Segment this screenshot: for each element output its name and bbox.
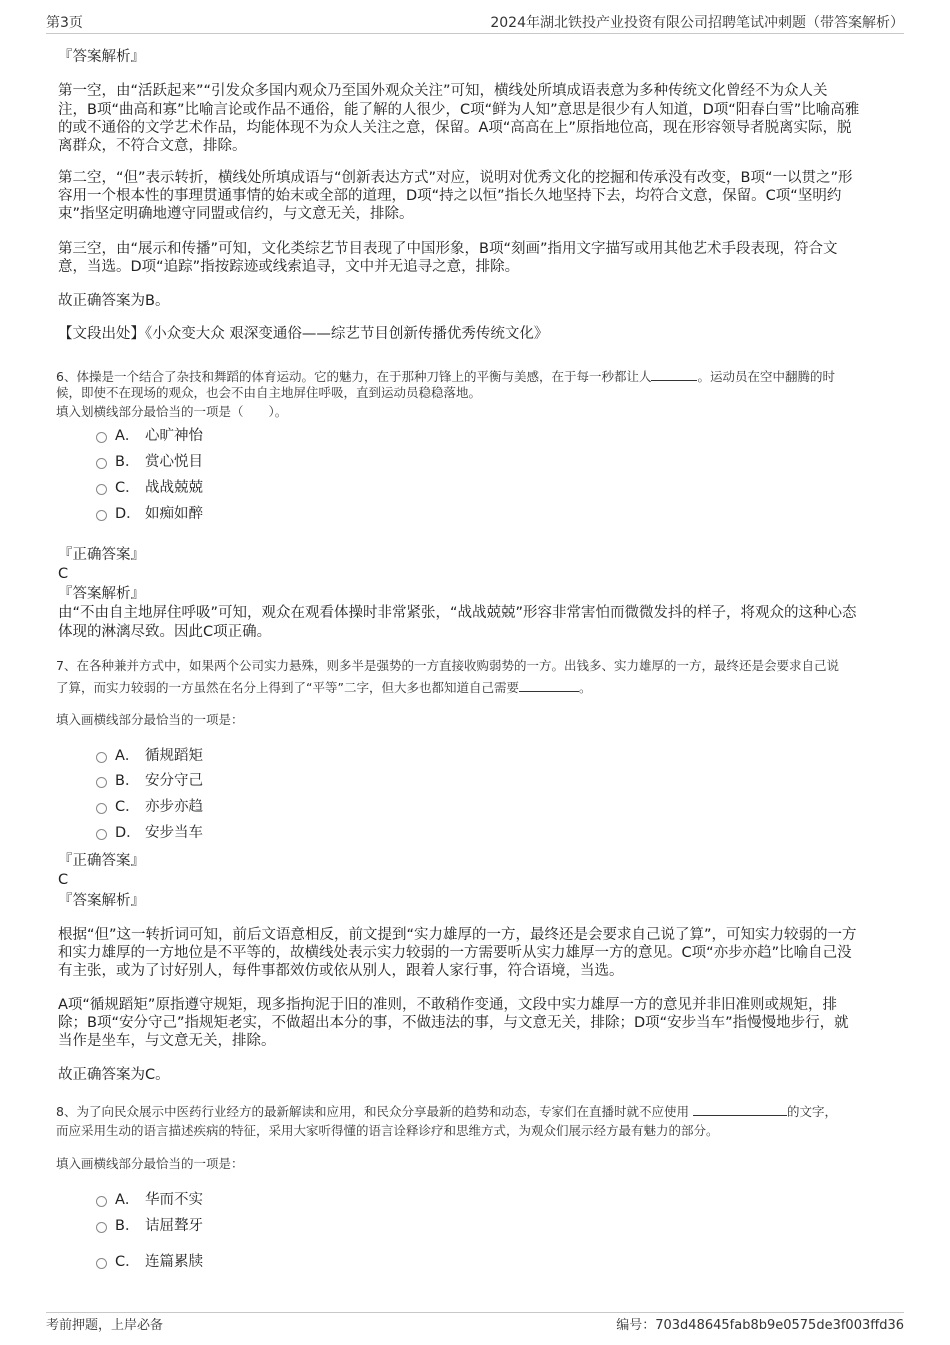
radio-icon[interactable]: [96, 1222, 107, 1233]
header-divider: [46, 33, 904, 34]
radio-icon[interactable]: [96, 803, 107, 814]
q5-analysis-line: 第二空，“但”表示转折，横线处所填成语与“创新表达方式”对应，说明对优秀文化的挖掘和传承没有改变，B项“一以贯之”形: [58, 170, 853, 186]
q7-stem-line: 7、在各种兼并方式中，如果两个公司实力悬殊，则多半是强势的一方直接收购弱势的一方。出钱多、实力雄厚的一方，最终还是会要求自己说: [56, 658, 839, 673]
page-footer: [46, 1314, 904, 1334]
q5-analysis-line: 注，B项“曲高和寡”比喻言论或作品不通俗，能了解的人很少，C项“鲜为人知”意思是很少有人知道，D项“阳春白雪”比喻高雅: [58, 102, 860, 118]
radio-icon[interactable]: [96, 484, 107, 495]
option-text: 如痴如醉: [145, 506, 203, 522]
footer-slogan: 考前押题，上岸必备: [46, 1318, 164, 1333]
q5-analysis-line: 离群众，不符合文意，排除。: [58, 138, 247, 154]
q8-option-b[interactable]: [96, 1216, 203, 1236]
q6-stem-text: 。运动员在空中翻腾的时: [697, 369, 835, 384]
q7-option-b[interactable]: [96, 771, 203, 791]
radio-icon[interactable]: [96, 1258, 107, 1269]
q7-stem-text: 了算，而实力较弱的一方虽然在名分上得到了“平等”二字，但大多也都知道自己需要: [56, 680, 519, 695]
q7-answer-label: 『正确答案』: [58, 853, 145, 869]
q6-option-c[interactable]: [96, 478, 203, 498]
option-text: 赏心悦目: [145, 454, 203, 470]
q7-analysis-line: 有主张，或为了讨好别人，每件事都效仿或依从别人，跟着人家行事，符合语境，当选。: [58, 963, 624, 979]
q6-analysis-line: 体现的淋漓尽致。因此C项正确。: [58, 624, 272, 640]
option-text: 连篇累牍: [145, 1254, 203, 1270]
q5-analysis-line: 容用一个根本性的事理贯通事情的始末或全部的道理，D项“持之以恒”指长久地坚持下去，均符合文意，保留。C项“坚明约: [58, 188, 842, 204]
q8-stem-line: 而应采用生动的语言描述疾病的特征，采用大家听得懂的语言诠释诊疗和思维方式，为观众们展示经方最有魅力的部分。: [56, 1123, 719, 1138]
option-text: 亦步亦趋: [145, 799, 203, 815]
q5-analysis-line: 的或不通俗的文学艺术作品，均能体现不为众人关注之意，保留。A项“高高在上”原指地位高，现在形容领导者脱离实际，脱: [58, 120, 852, 136]
q8-prompt: 填入画横线部分最恰当的一项是：: [56, 1156, 244, 1171]
q6-answer: C: [58, 566, 69, 582]
option-letter: B．: [115, 1218, 140, 1234]
document-title: 2024年湖北铁投产业投资有限公司招聘笔试冲刺题（带答案解析）: [490, 15, 904, 31]
q7-blank: [519, 677, 579, 692]
q8-stem-line: [56, 1101, 896, 1121]
q7-conclusion: 故正确答案为C。: [58, 1067, 170, 1083]
radio-icon[interactable]: [96, 777, 107, 788]
radio-icon[interactable]: [96, 432, 107, 443]
option-letter: B．: [115, 454, 140, 470]
q7-option-c[interactable]: [96, 797, 203, 817]
q7-prompt: 填入画横线部分最恰当的一项是：: [56, 712, 244, 727]
q7-analysis-line: 根据“但”这一转折词可知，前后文语意相反，前文提到“实力雄厚的一方，最终还是会要求自己说了算”，可知实力较弱的一方: [58, 927, 857, 943]
q6-stem-line: 候，即使不在现场的观众，也会不由自主地屏住呼吸，直到运动员稳稳落地。: [56, 385, 482, 400]
radio-icon[interactable]: [96, 829, 107, 840]
radio-icon[interactable]: [96, 510, 107, 521]
q5-analysis-line: 束”指坚定明确地遵守同盟或信约，与文意无关，排除。: [58, 206, 414, 222]
footer-divider: [46, 1312, 904, 1313]
q7-answer: C: [58, 872, 69, 888]
q6-answer-label: 『正确答案』: [58, 547, 145, 563]
option-letter: D．: [115, 506, 141, 522]
q6-prompt: 填入划横线部分最恰当的一项是（ ）。: [56, 404, 288, 419]
option-text: 诘屈聱牙: [145, 1218, 203, 1234]
option-text: 安步当车: [145, 825, 203, 841]
radio-icon[interactable]: [96, 1196, 107, 1207]
radio-icon[interactable]: [96, 458, 107, 469]
option-letter: A．: [115, 748, 140, 764]
option-letter: B．: [115, 773, 140, 789]
option-text: 华而不实: [145, 1192, 203, 1208]
radio-icon[interactable]: [96, 752, 107, 763]
q6-analysis-line: 由“不由自主地屏住呼吸”可知，观众在观看体操时非常紧张，“战战兢兢”形容非常害怕而微微发抖的样子，将观众的这种心态: [58, 605, 857, 621]
q8-option-c[interactable]: [96, 1252, 203, 1272]
option-letter: D．: [115, 825, 141, 841]
option-letter: A．: [115, 1192, 140, 1208]
q5-analysis-label: 『答案解析』: [58, 49, 145, 65]
option-text: 战战兢兢: [145, 480, 203, 496]
q6-analysis-label: 『答案解析』: [58, 586, 145, 602]
document-id: 编号：703d48645fab8b9e0575de3f003ffd36: [616, 1318, 904, 1333]
q5-analysis-line: 第三空，由“展示和传播”可知，文化类综艺节目表现了中国形象，B项“刻画”指用文字描写或用其他艺术手段表现，符合文: [58, 241, 838, 257]
q5-analysis-line: 意，当选。D项“追踪”指按踪迹或线索追寻，文中并无追寻之意，排除。: [58, 259, 520, 275]
q7-analysis-line: A项“循规蹈矩”原指遵守规矩，现多指拘泥于旧的准则，不敢稍作变通，文段中实力雄厚一方的意见并非旧准则或规矩，排: [58, 997, 837, 1013]
q7-stem-line: [56, 677, 896, 697]
q7-analysis-line: 和实力雄厚的一方地位是不平等的，故横线处表示实力较弱的一方需要听从实力雄厚一方的意见。C项“亦步亦趋”比喻自己没: [58, 945, 852, 961]
q7-option-d[interactable]: [96, 823, 203, 843]
q7-analysis-line: 除；B项“安分守己”指规矩老实，不做超出本分的事，不做违法的事，与文意无关，排除；D项“安步当车”指慢慢地步行，就: [58, 1015, 849, 1031]
option-letter: C．: [115, 799, 140, 815]
option-text: 心旷神怡: [145, 428, 203, 444]
q8-blank: [693, 1101, 787, 1116]
q7-stem-text: 。: [578, 680, 592, 695]
q7-option-a[interactable]: [96, 746, 203, 766]
q6-option-d[interactable]: [96, 504, 203, 524]
q8-stem-text: 的文字，: [786, 1104, 837, 1119]
q8-option-a[interactable]: [96, 1190, 203, 1210]
q6-option-a[interactable]: [96, 426, 203, 446]
q6-stem-line: [56, 366, 896, 386]
page-number: 第3页: [46, 15, 83, 31]
q5-source: 【文段出处】《小众变大众 艰深变通俗——综艺节目创新传播优秀传统文化》: [58, 326, 549, 342]
option-text: 安分守己: [145, 773, 203, 789]
option-letter: A．: [115, 428, 140, 444]
option-text: 循规蹈矩: [145, 748, 203, 764]
q6-blank: [651, 366, 697, 381]
q5-analysis-line: 第一空，由“活跃起来”“引发众多国内观众乃至国外观众关注”可知，横线处所填成语表意为多种传统文化曾经不为众人关: [58, 83, 828, 99]
option-letter: C．: [115, 1254, 140, 1270]
q7-analysis-label: 『答案解析』: [58, 893, 145, 909]
option-letter: C．: [115, 480, 140, 496]
q7-analysis-line: 当作是坐车，与文意无关，排除。: [58, 1033, 276, 1049]
page-header: [46, 12, 904, 32]
q6-stem-text: 6、体操是一个结合了杂技和舞蹈的体育运动。它的魅力，在于那种刀锋上的平衡与美感，在于每一秒都让人: [56, 369, 652, 384]
q8-stem-text: 8、为了向民众展示中医药行业经方的最新解读和应用，和民众分享最新的趋势和动态，专家们在直播时就不应使用: [56, 1104, 689, 1119]
q5-conclusion: 故正确答案为B。: [58, 293, 170, 309]
q6-option-b[interactable]: [96, 452, 203, 472]
